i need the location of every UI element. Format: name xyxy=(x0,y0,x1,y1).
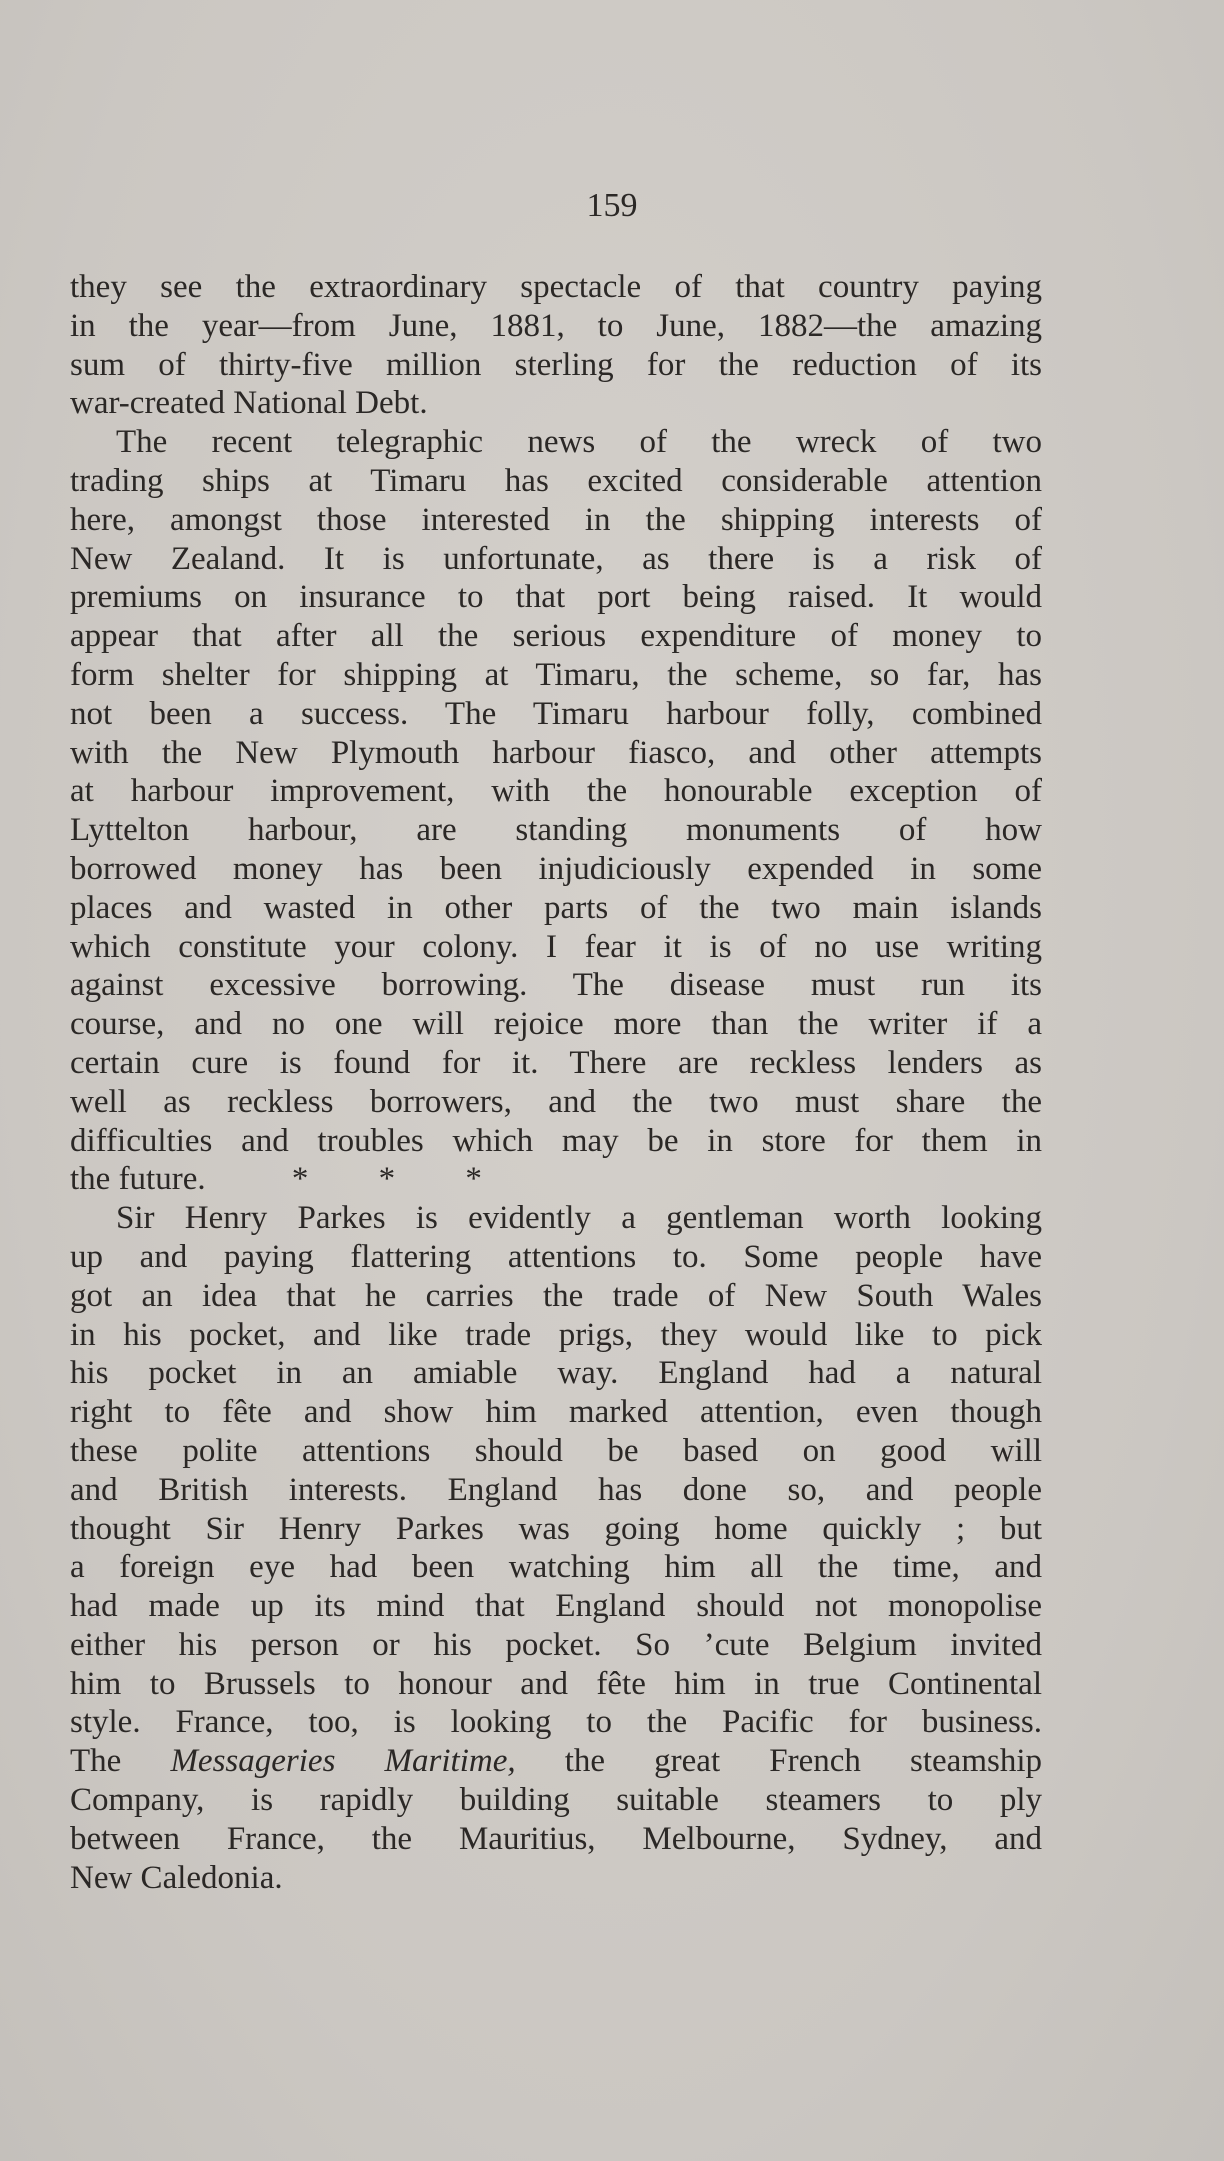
text-line: here, amongst those interested in the shipping interests of xyxy=(70,501,1042,538)
text-line: appear that after all the serious expenditure of money to xyxy=(70,618,1042,655)
text-line: style. France, too, is looking to the Pacific for business. xyxy=(70,1704,1042,1741)
text-line: him to Brussels to honour and fête him in true Continental xyxy=(70,1665,1042,1702)
text-line: New Zealand. It is unfortunate, as there is a risk of xyxy=(70,540,1042,577)
text-line: places and wasted in other parts of the two main islands xyxy=(70,889,1042,926)
text-line: course, and no one will rejoice more than the writer if a xyxy=(70,1006,1042,1043)
text-line: Sir Henry Parkes is evidently a gentleman worth looking xyxy=(116,1200,1042,1237)
text-line: had made up its mind that England should not monopolise xyxy=(70,1588,1042,1625)
text-line: form shelter for shipping at Timaru, the scheme, so far, has xyxy=(70,656,1042,693)
text-line: The recent telegraphic news of the wreck of two xyxy=(116,424,1042,461)
text-line: between France, the Mauritius, Melbourne, Sydney, and xyxy=(70,1820,1042,1857)
text-line: Company, is rapidly building suitable steamers to ply xyxy=(70,1782,1042,1819)
text-line: with the New Plymouth harbour fiasco, and other attempts xyxy=(70,734,1042,771)
text-line: Lyttelton harbour, are standing monuments of how xyxy=(70,812,1042,849)
text-line: these polite attentions should be based on good will xyxy=(70,1432,1042,1469)
text-line: which constitute your colony. I fear it is of no use writing xyxy=(70,928,1042,965)
text-line: difficulties and troubles which may be in store for them in xyxy=(70,1122,1042,1159)
text-line: premiums on insurance to that port being raised. It would xyxy=(70,579,1042,616)
text-line: up and paying flattering attentions to. Some people have xyxy=(70,1238,1042,1275)
text-line: trading ships at Timaru has excited considerable attention xyxy=(70,462,1042,499)
text-line-italic xyxy=(70,1742,1042,1781)
text-line: certain cure is found for it. There are reckless lenders as xyxy=(70,1044,1042,1081)
text-line: in the year—from June, 1881, to June, 1882—the amazing xyxy=(70,307,1042,344)
text-line: either his person or his pocket. So ’cute Belgium invited xyxy=(70,1626,1042,1663)
text-line: New Caledonia. xyxy=(70,1859,283,1896)
text-line: thought Sir Henry Parkes was going home quickly ; but xyxy=(70,1510,1042,1547)
text-line: sum of thirty-five million sterling for the reduction of its xyxy=(70,346,1042,383)
text-line: well as reckless borrowers, and the two must share the xyxy=(70,1083,1042,1120)
text-line: borrowed money has been injudiciously expended in some xyxy=(70,850,1042,887)
asterisk: * xyxy=(291,1161,309,1198)
text-line: his pocket in an amiable way. England had a natural xyxy=(70,1355,1042,1392)
body-text xyxy=(70,268,1042,1897)
text-fragment: the great French steamship xyxy=(564,1743,1042,1780)
text-line: in his pocket, and like trade prigs, they would like to pick xyxy=(70,1316,1042,1353)
text-fragment: The xyxy=(70,1743,122,1780)
company-name-italic: Messageries Maritime, xyxy=(170,1743,516,1780)
page-number: 159 xyxy=(586,187,638,224)
text-line: war-created National Debt. xyxy=(70,385,428,422)
asterisk: * xyxy=(465,1161,482,1198)
text-line: got an idea that he carries the trade of New South Wales xyxy=(70,1277,1042,1314)
text-line: right to fête and show him marked attention, even though xyxy=(70,1394,1042,1431)
text-line: not been a success. The Timaru harbour folly, combined xyxy=(70,695,1042,732)
text-line-end: the future. xyxy=(70,1161,206,1198)
text-line: and British interests. England has done so, and people xyxy=(70,1471,1042,1508)
section-break-asterisks xyxy=(292,1160,544,1199)
text-line: a foreign eye had been watching him all the time, and xyxy=(70,1549,1042,1586)
text-line: against excessive borrowing. The disease must run its xyxy=(70,967,1042,1004)
text-line-with-asterisks xyxy=(70,1160,1042,1199)
text-line: they see the extraordinary spectacle of that country paying xyxy=(70,269,1042,305)
text-line: at harbour improvement, with the honourable exception of xyxy=(70,773,1042,810)
asterisk: * xyxy=(378,1161,396,1198)
